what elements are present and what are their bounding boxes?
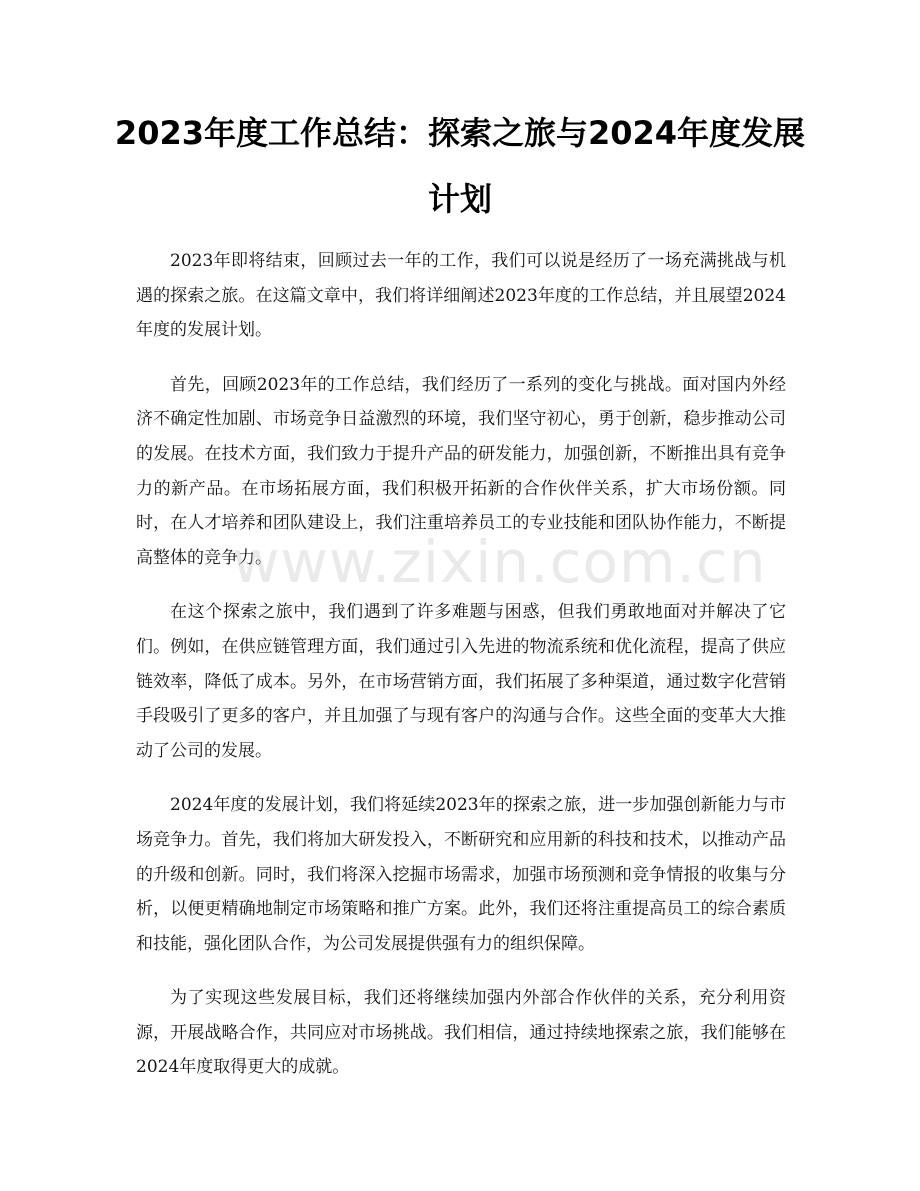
paragraph-2: 首先，回顾2023年的工作总结，我们经历了一系列的变化与挑战。面对国内外经济不确定性加剧、市场竞争日益激烈的环境，我们坚守初心，勇于创新，稳步推动公司的发展。在技术方面，我们致力于提升产品的研发能力，加强创新，不断推出具有竞争力的新产品。在市场拓展方面，我们积极开拓新的合作伙伴关系，扩大市场份额。同时，在人才培养和团队建设上，我们注重培养员工的专业技能和团队协作能力，不断提高整体的竞争力。 — [136, 374, 786, 568]
watermark: www.zixin.com.cn — [232, 528, 767, 596]
paragraph-1: 2023年即将结束，回顾过去一年的工作，我们可以说是经历了一场充满挑战与机遇的探索之旅。在这篇文章中，我们将详细阐述2023年度的工作总结，并且展望2024年度的发展计划。 — [136, 251, 786, 341]
paragraph-5: 为了实现这些发展目标，我们还将继续加强内外部合作伙伴的关系，充分利用资源，开展战略合作，共同应对市场挑战。我们相信，通过持续地探索之旅，我们能够在2024年度取得更大的成就。 — [136, 988, 786, 1078]
paragraph-3: 在这个探索之旅中，我们遇到了许多难题与困惑，但我们勇敢地面对并解决了它们。例如，在供应链管理方面，我们通过引入先进的物流系统和优化流程，提高了供应链效率，降低了成本。另外，在市场营销方面，我们拓展了多种渠道，通过数字化营销手段吸引了更多的客户，并且加强了与现有客户的沟通与合作。这些全面的变革大大推动了公司的发展。 — [136, 602, 786, 761]
document-body — [136, 244, 786, 1105]
document-title: 2023年度工作总结：探索之旅与2024年度发展计划 — [114, 114, 806, 218]
paragraph-4: 2024年度的发展计划，我们将延续2023年的探索之旅，进一步加强创新能力与市场竞争力。首先，我们将加大研发投入，不断研究和应用新的科技和技术，以推动产品的升级和创新。同时，我们将深入挖掘市场需求，加强市场预测和竞争情报的收集与分析，以便更精确地制定市场策略和推广方案。此外，我们还将注重提高员工的综合素质和技能，强化团队合作，为公司发展提供强有力的组织保障。 — [136, 795, 786, 954]
